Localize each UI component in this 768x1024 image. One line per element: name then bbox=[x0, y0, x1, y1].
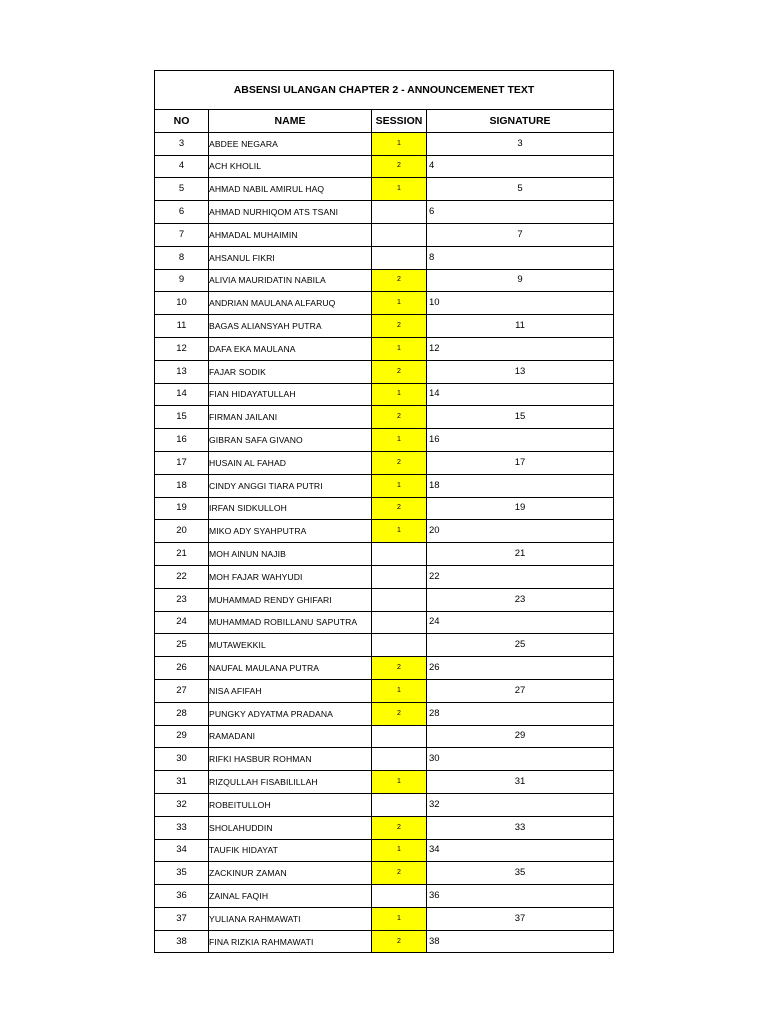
signature-cell: 6 bbox=[427, 201, 614, 224]
signature-cell: 35 bbox=[427, 862, 614, 885]
student-name: AHSANUL FIKRI bbox=[209, 246, 372, 269]
row-number: 29 bbox=[155, 725, 209, 748]
student-name: NISA AFIFAH bbox=[209, 679, 372, 702]
table-row bbox=[155, 862, 614, 885]
session-cell: 2 bbox=[372, 451, 427, 474]
session-cell bbox=[372, 885, 427, 908]
student-name: IRFAN SIDKULLOH bbox=[209, 497, 372, 520]
table-row bbox=[155, 315, 614, 338]
row-number: 7 bbox=[155, 223, 209, 246]
table-row bbox=[155, 907, 614, 930]
signature-cell: 25 bbox=[427, 634, 614, 657]
row-number: 25 bbox=[155, 634, 209, 657]
header-signature: SIGNATURE bbox=[427, 110, 614, 133]
session-cell: 1 bbox=[372, 292, 427, 315]
signature-cell: 36 bbox=[427, 885, 614, 908]
table-row bbox=[155, 725, 614, 748]
student-name: RIZQULLAH FISABILILLAH bbox=[209, 771, 372, 794]
signature-cell: 32 bbox=[427, 793, 614, 816]
session-cell: 1 bbox=[372, 383, 427, 406]
signature-cell: 18 bbox=[427, 474, 614, 497]
table-row bbox=[155, 292, 614, 315]
student-name: MUTAWEKKIL bbox=[209, 634, 372, 657]
row-number: 16 bbox=[155, 429, 209, 452]
attendance-rows bbox=[155, 132, 614, 953]
row-number: 5 bbox=[155, 178, 209, 201]
student-name: ROBEITULLOH bbox=[209, 793, 372, 816]
table-row bbox=[155, 611, 614, 634]
student-name: MIKO ADY SYAHPUTRA bbox=[209, 520, 372, 543]
student-name: HUSAIN AL FAHAD bbox=[209, 451, 372, 474]
student-name: ZACKINUR ZAMAN bbox=[209, 862, 372, 885]
row-number: 14 bbox=[155, 383, 209, 406]
session-cell: 2 bbox=[372, 315, 427, 338]
row-number: 36 bbox=[155, 885, 209, 908]
signature-cell: 33 bbox=[427, 816, 614, 839]
header-no: NO bbox=[155, 110, 209, 133]
student-name: FINA RIZKIA RAHMAWATI bbox=[209, 930, 372, 953]
signature-cell: 5 bbox=[427, 178, 614, 201]
student-name: MUHAMMAD RENDY GHIFARI bbox=[209, 588, 372, 611]
session-cell bbox=[372, 223, 427, 246]
signature-cell: 34 bbox=[427, 839, 614, 862]
table-row bbox=[155, 543, 614, 566]
signature-cell: 17 bbox=[427, 451, 614, 474]
signature-cell: 31 bbox=[427, 771, 614, 794]
table-row bbox=[155, 634, 614, 657]
signature-cell: 23 bbox=[427, 588, 614, 611]
signature-cell: 38 bbox=[427, 930, 614, 953]
student-name: SHOLAHUDDIN bbox=[209, 816, 372, 839]
table-row bbox=[155, 132, 614, 155]
table-row bbox=[155, 565, 614, 588]
table-row bbox=[155, 223, 614, 246]
row-number: 9 bbox=[155, 269, 209, 292]
session-cell bbox=[372, 588, 427, 611]
signature-cell: 15 bbox=[427, 406, 614, 429]
row-number: 23 bbox=[155, 588, 209, 611]
table-row bbox=[155, 679, 614, 702]
table-row bbox=[155, 178, 614, 201]
student-name: MUHAMMAD ROBILLANU SAPUTRA bbox=[209, 611, 372, 634]
signature-cell: 10 bbox=[427, 292, 614, 315]
signature-cell: 12 bbox=[427, 337, 614, 360]
student-name: YULIANA RAHMAWATI bbox=[209, 907, 372, 930]
table-row bbox=[155, 451, 614, 474]
attendance-sheet bbox=[154, 70, 613, 953]
row-number: 35 bbox=[155, 862, 209, 885]
table-row bbox=[155, 816, 614, 839]
student-name: BAGAS ALIANSYAH PUTRA bbox=[209, 315, 372, 338]
session-cell: 1 bbox=[372, 771, 427, 794]
table-row bbox=[155, 930, 614, 953]
student-name: CINDY ANGGI TIARA PUTRI bbox=[209, 474, 372, 497]
student-name: PUNGKY ADYATMA PRADANA bbox=[209, 702, 372, 725]
signature-cell: 13 bbox=[427, 360, 614, 383]
session-cell: 2 bbox=[372, 657, 427, 680]
signature-cell: 11 bbox=[427, 315, 614, 338]
table-row bbox=[155, 702, 614, 725]
student-name: ALIVIA MAURIDATIN NABILA bbox=[209, 269, 372, 292]
session-cell: 2 bbox=[372, 360, 427, 383]
table-row bbox=[155, 588, 614, 611]
row-number: 22 bbox=[155, 565, 209, 588]
signature-cell: 21 bbox=[427, 543, 614, 566]
student-name: NAUFAL MAULANA PUTRA bbox=[209, 657, 372, 680]
row-number: 30 bbox=[155, 748, 209, 771]
session-cell: 1 bbox=[372, 679, 427, 702]
student-name: FIRMAN JAILANI bbox=[209, 406, 372, 429]
student-name: AHMADAL MUHAIMIN bbox=[209, 223, 372, 246]
student-name: DAFA EKA MAULANA bbox=[209, 337, 372, 360]
signature-cell: 14 bbox=[427, 383, 614, 406]
student-name: RAMADANI bbox=[209, 725, 372, 748]
session-cell: 2 bbox=[372, 930, 427, 953]
student-name: ANDRIAN MAULANA ALFARUQ bbox=[209, 292, 372, 315]
signature-cell: 26 bbox=[427, 657, 614, 680]
table-row bbox=[155, 360, 614, 383]
student-name: FIAN HIDAYATULLAH bbox=[209, 383, 372, 406]
table-row bbox=[155, 771, 614, 794]
session-cell bbox=[372, 611, 427, 634]
table-row bbox=[155, 201, 614, 224]
title-row bbox=[155, 71, 614, 110]
table-row bbox=[155, 429, 614, 452]
row-number: 3 bbox=[155, 132, 209, 155]
row-number: 33 bbox=[155, 816, 209, 839]
session-cell: 2 bbox=[372, 155, 427, 178]
table-row bbox=[155, 497, 614, 520]
table-row bbox=[155, 269, 614, 292]
row-number: 19 bbox=[155, 497, 209, 520]
signature-cell: 16 bbox=[427, 429, 614, 452]
student-name: MOH FAJAR WAHYUDI bbox=[209, 565, 372, 588]
table-row bbox=[155, 337, 614, 360]
table-row bbox=[155, 406, 614, 429]
signature-cell: 7 bbox=[427, 223, 614, 246]
row-number: 27 bbox=[155, 679, 209, 702]
attendance-table bbox=[154, 70, 614, 953]
student-name: MOH AINUN NAJIB bbox=[209, 543, 372, 566]
session-cell bbox=[372, 748, 427, 771]
session-cell: 1 bbox=[372, 839, 427, 862]
session-cell: 1 bbox=[372, 520, 427, 543]
signature-cell: 29 bbox=[427, 725, 614, 748]
row-number: 31 bbox=[155, 771, 209, 794]
session-cell: 1 bbox=[372, 474, 427, 497]
row-number: 32 bbox=[155, 793, 209, 816]
session-cell bbox=[372, 725, 427, 748]
student-name: FAJAR SODIK bbox=[209, 360, 372, 383]
table-row bbox=[155, 793, 614, 816]
student-name: TAUFIK HIDAYAT bbox=[209, 839, 372, 862]
header-session: SESSION bbox=[372, 110, 427, 133]
table-row bbox=[155, 246, 614, 269]
student-name: ZAINAL FAQIH bbox=[209, 885, 372, 908]
student-name: GIBRAN SAFA GIVANO bbox=[209, 429, 372, 452]
signature-cell: 37 bbox=[427, 907, 614, 930]
row-number: 12 bbox=[155, 337, 209, 360]
session-cell: 2 bbox=[372, 269, 427, 292]
signature-cell: 8 bbox=[427, 246, 614, 269]
row-number: 34 bbox=[155, 839, 209, 862]
session-cell bbox=[372, 793, 427, 816]
signature-cell: 20 bbox=[427, 520, 614, 543]
session-cell: 1 bbox=[372, 132, 427, 155]
signature-cell: 27 bbox=[427, 679, 614, 702]
row-number: 26 bbox=[155, 657, 209, 680]
table-row bbox=[155, 155, 614, 178]
row-number: 6 bbox=[155, 201, 209, 224]
session-cell: 2 bbox=[372, 702, 427, 725]
row-number: 18 bbox=[155, 474, 209, 497]
signature-cell: 4 bbox=[427, 155, 614, 178]
header-row bbox=[155, 110, 614, 133]
table-row bbox=[155, 839, 614, 862]
session-cell: 1 bbox=[372, 337, 427, 360]
student-name: ABDEE NEGARA bbox=[209, 132, 372, 155]
row-number: 8 bbox=[155, 246, 209, 269]
session-cell bbox=[372, 634, 427, 657]
student-name: AHMAD NURHIQOM ATS TSANI bbox=[209, 201, 372, 224]
signature-cell: 19 bbox=[427, 497, 614, 520]
session-cell: 2 bbox=[372, 862, 427, 885]
row-number: 4 bbox=[155, 155, 209, 178]
session-cell: 2 bbox=[372, 406, 427, 429]
row-number: 15 bbox=[155, 406, 209, 429]
session-cell: 1 bbox=[372, 907, 427, 930]
table-row bbox=[155, 474, 614, 497]
row-number: 17 bbox=[155, 451, 209, 474]
student-name: RIFKI HASBUR ROHMAN bbox=[209, 748, 372, 771]
student-name: ACH KHOLIL bbox=[209, 155, 372, 178]
row-number: 21 bbox=[155, 543, 209, 566]
session-cell bbox=[372, 543, 427, 566]
row-number: 20 bbox=[155, 520, 209, 543]
session-cell: 2 bbox=[372, 497, 427, 520]
sheet-title: ABSENSI ULANGAN CHAPTER 2 - ANNOUNCEMENET TEXT bbox=[155, 71, 614, 110]
table-row bbox=[155, 657, 614, 680]
signature-cell: 28 bbox=[427, 702, 614, 725]
table-row bbox=[155, 748, 614, 771]
session-cell bbox=[372, 565, 427, 588]
row-number: 37 bbox=[155, 907, 209, 930]
table-row bbox=[155, 383, 614, 406]
session-cell: 2 bbox=[372, 816, 427, 839]
signature-cell: 30 bbox=[427, 748, 614, 771]
session-cell: 1 bbox=[372, 429, 427, 452]
signature-cell: 24 bbox=[427, 611, 614, 634]
row-number: 38 bbox=[155, 930, 209, 953]
signature-cell: 9 bbox=[427, 269, 614, 292]
signature-cell: 3 bbox=[427, 132, 614, 155]
row-number: 28 bbox=[155, 702, 209, 725]
header-name: NAME bbox=[209, 110, 372, 133]
session-cell bbox=[372, 201, 427, 224]
row-number: 24 bbox=[155, 611, 209, 634]
row-number: 11 bbox=[155, 315, 209, 338]
table-row bbox=[155, 885, 614, 908]
session-cell bbox=[372, 246, 427, 269]
row-number: 13 bbox=[155, 360, 209, 383]
table-row bbox=[155, 520, 614, 543]
signature-cell: 22 bbox=[427, 565, 614, 588]
session-cell: 1 bbox=[372, 178, 427, 201]
student-name: AHMAD NABIL AMIRUL HAQ bbox=[209, 178, 372, 201]
row-number: 10 bbox=[155, 292, 209, 315]
